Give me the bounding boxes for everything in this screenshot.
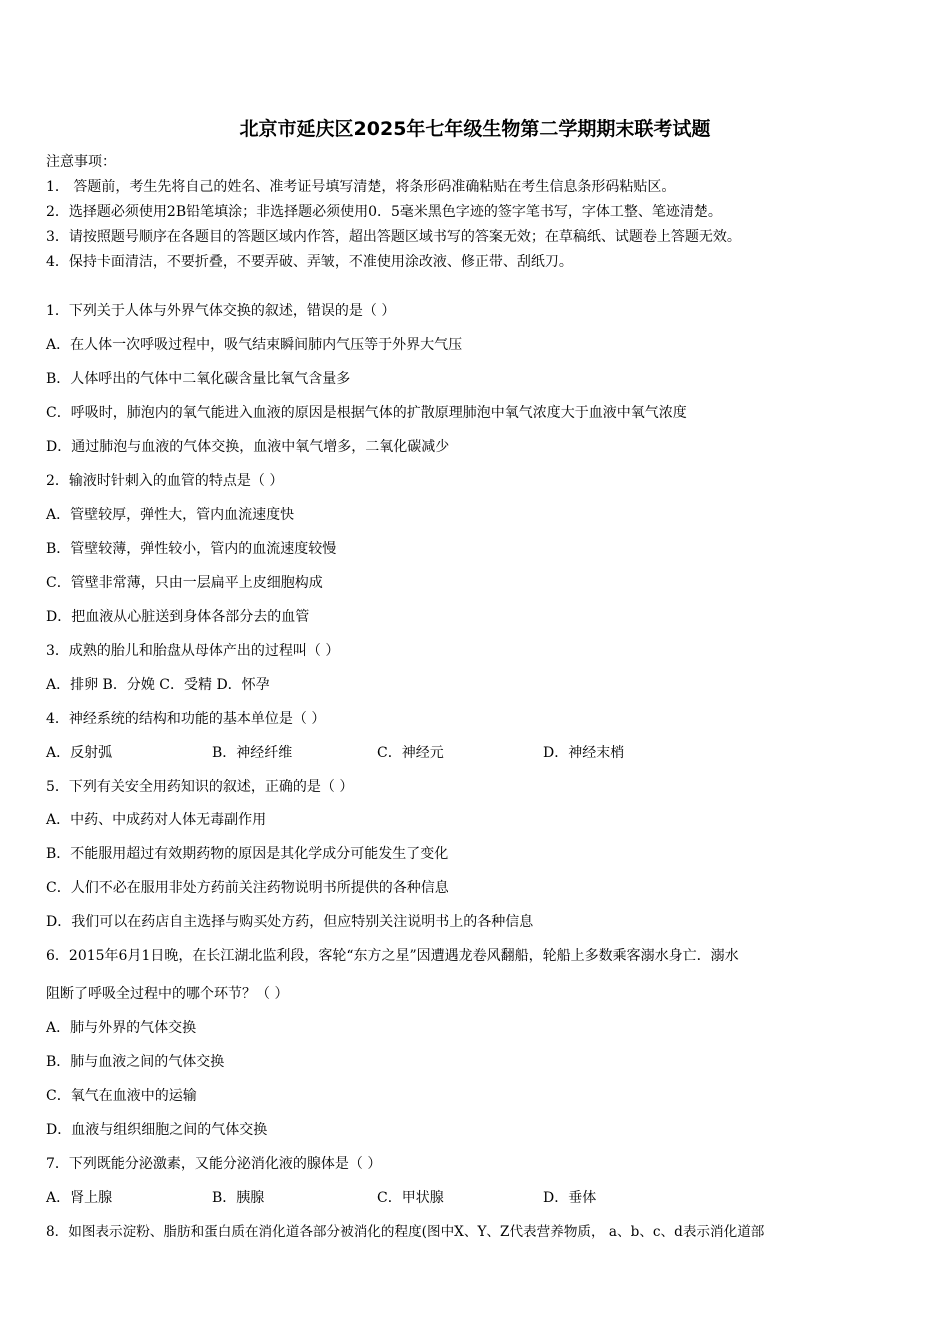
question-8-stem: 8．如图表示淀粉、脂肪和蛋白质在消化道各部分被消化的程度(图中X、Y、Z代表营养物质， a、b、c、d表示消化道部 [46, 1224, 765, 1240]
notice-item: 1． 答题前，考生先将自己的姓名、准考证号填写清楚，将条形码准确粘贴在考生信息条形码粘贴区。 [46, 179, 676, 195]
question-3-options: A．排卵 B．分娩 C．受精 D．怀孕 [46, 677, 270, 693]
question-5-option-d: D．我们可以在药店自主选择与购买处方药，但应特别关注说明书上的各种信息 [46, 914, 534, 930]
question-2-option-d: D．把血液从心脏送到身体各部分去的血管 [46, 609, 310, 625]
question-6-option-c: C．氧气在血液中的运输 [46, 1088, 197, 1104]
question-7-option-d: D．垂体 [543, 1190, 597, 1206]
question-5-option-c: C．人们不必在服用非处方药前关注药物说明书所提供的各种信息 [46, 880, 449, 896]
exam-title: 北京市延庆区2025年七年级生物第二学期期末联考试题 [239, 118, 711, 140]
question-3-stem: 3．成熟的胎儿和胎盘从母体产出的过程叫（ ） [46, 643, 340, 659]
question-5-option-a: A．中药、中成药对人体无毒副作用 [46, 812, 267, 828]
question-7-option-c: C．甲状腺 [377, 1190, 444, 1206]
question-1-option-b: B．人体呼出的气体中二氧化碳含量比氧气含量多 [46, 371, 351, 387]
question-4-option-b: B．神经纤维 [212, 745, 293, 761]
question-2-option-c: C．管壁非常薄，只由一层扁平上皮细胞构成 [46, 575, 323, 591]
question-2-stem: 2．输液时针刺入的血管的特点是（ ） [46, 473, 284, 489]
question-4-option-a: A．反射弧 [46, 745, 113, 761]
question-2-option-b: B．管壁较薄，弹性较小，管内的血流速度较慢 [46, 541, 337, 557]
question-2-option-a: A．管壁较厚，弹性大，管内血流速度快 [46, 507, 295, 523]
question-7-option-b: B．胰腺 [212, 1190, 265, 1206]
question-1-stem: 1．下列关于人体与外界气体交换的叙述，错误的是（ ） [46, 303, 396, 319]
question-5-stem: 5．下列有关安全用药知识的叙述，正确的是（ ） [46, 779, 354, 795]
notice-heading: 注意事项： [46, 154, 116, 170]
question-4-option-c: C．神经元 [377, 745, 444, 761]
question-1-option-a: A．在人体一次呼吸过程中，吸气结束瞬间肺内气压等于外界大气压 [46, 337, 463, 353]
notice-item: 4．保持卡面清洁，不要折叠，不要弄破、弄皱，不准使用涂改液、修正带、刮纸刀。 [46, 254, 573, 270]
question-4-option-d: D．神经末梢 [543, 745, 625, 761]
question-6-option-a: A．肺与外界的气体交换 [46, 1020, 197, 1036]
question-7-stem: 7．下列既能分泌激素，又能分泌消化液的腺体是（ ） [46, 1156, 382, 1172]
notice-item: 3．请按照题号顺序在各题目的答题区域内作答，超出答题区域书写的答案无效；在草稿纸、试题卷上答题无效。 [46, 229, 741, 245]
question-4-stem: 4．神经系统的结构和功能的基本单位是（ ） [46, 711, 326, 727]
question-1-option-d: D．通过肺泡与血液的气体交换，血液中氧气增多，二氧化碳减少 [46, 439, 450, 455]
question-6-option-d: D．血液与组织细胞之间的气体交换 [46, 1122, 268, 1138]
question-6-stem: 6．2015年6月1日晚，在长江湖北监利段，客轮“东方之星”因遭遇龙卷风翻船，轮船上多数乘客溺水身亡．溺水 [46, 948, 739, 964]
question-6-stem-continued: 阻断了呼吸全过程中的哪个环节？（ ） [46, 986, 289, 1002]
question-1-option-c: C．呼吸时，肺泡内的氧气能进入血液的原因是根据气体的扩散原理肺泡中氧气浓度大于血液中氧气浓度 [46, 405, 687, 421]
notice-item: 2．选择题必须使用2B铅笔填涂；非选择题必须使用0．5毫米黑色字迹的签字笔书写，字体工整、笔迹清楚。 [46, 204, 722, 220]
question-6-option-b: B．肺与血液之间的气体交换 [46, 1054, 225, 1070]
question-7-option-a: A．肾上腺 [46, 1190, 113, 1206]
question-5-option-b: B．不能服用超过有效期药物的原因是其化学成分可能发生了变化 [46, 846, 449, 862]
